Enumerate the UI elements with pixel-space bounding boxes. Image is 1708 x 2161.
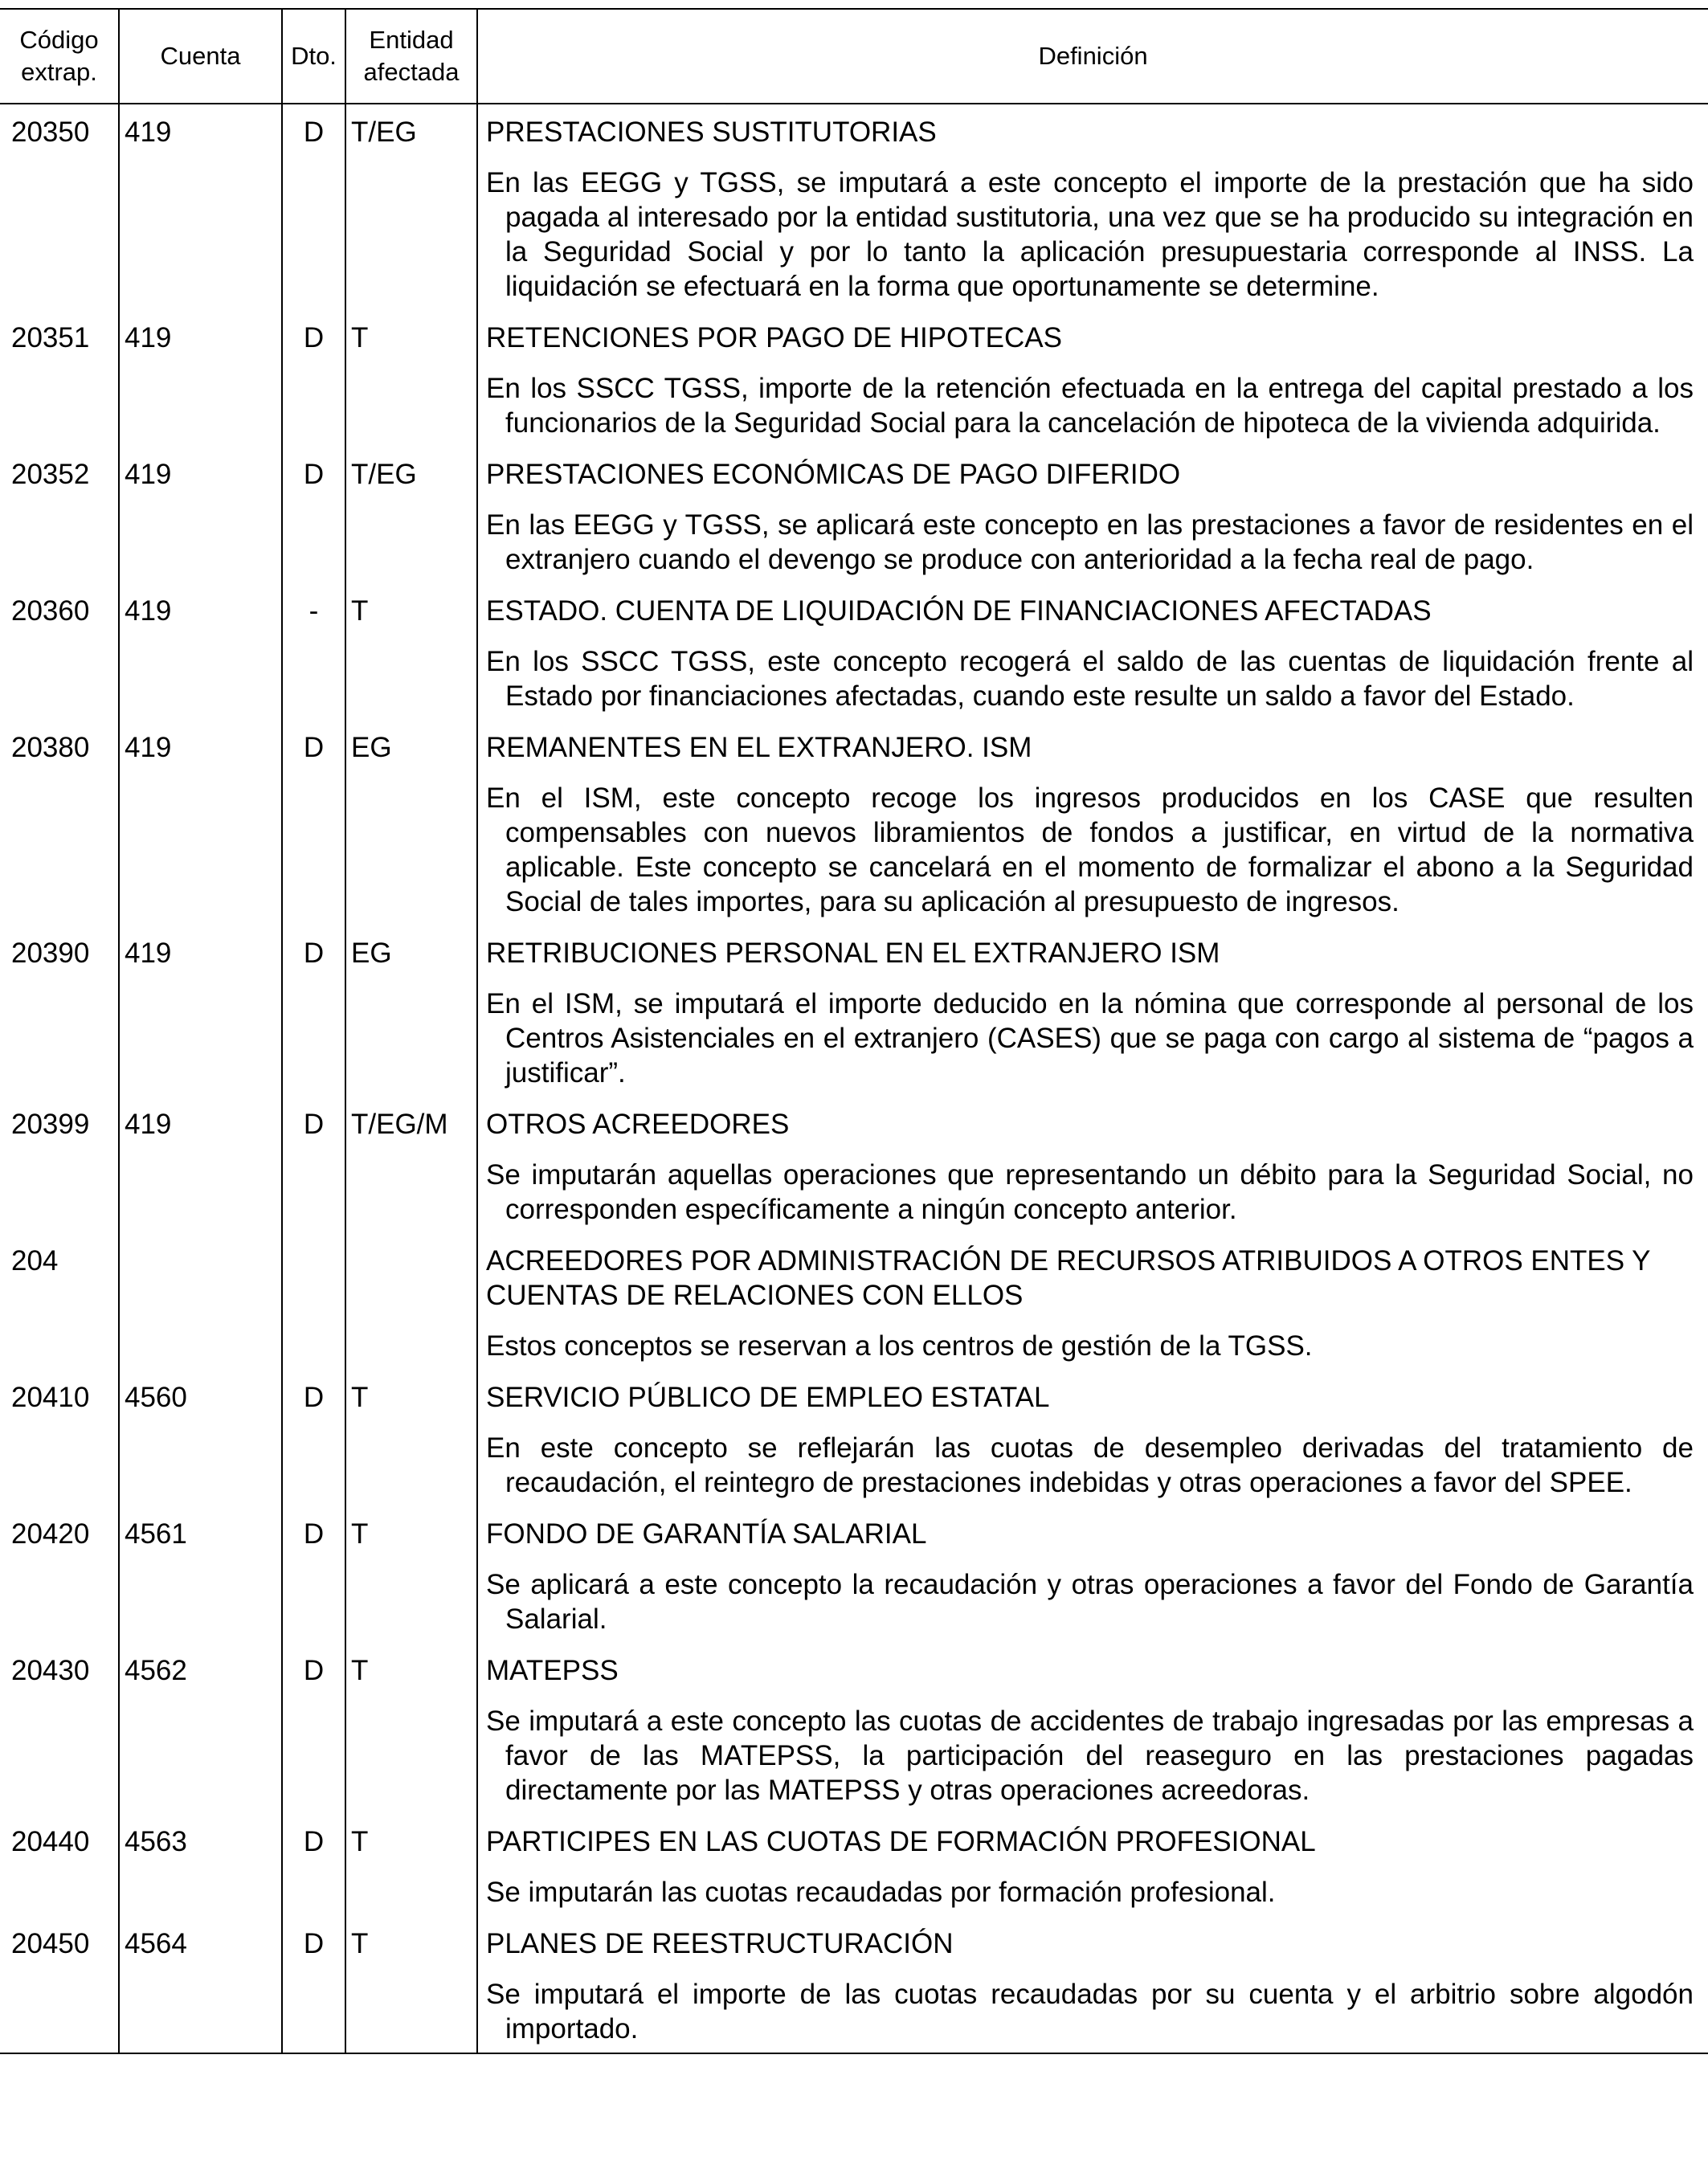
concept-description: En los SSCC TGSS, este concepto recogerá el saldo de las cuentas de liquidación frente al Estado por financiaciones afectadas, cuando este resulte un saldo a favor del Estado. (486, 646, 1694, 712)
cuenta-cell: 4562 (119, 1643, 282, 1814)
accounts-table-page (0, 8, 1708, 2161)
dto-cell: D (282, 1370, 345, 1506)
table-row (0, 1643, 1708, 1814)
definicion-cell (477, 1916, 1708, 2053)
concept-description: En el ISM, se imputará el importe deducido en la nómina que corresponde al personal de los Centros Asistenciales en el extranjero (CASES) que se paga con cargo al sistema de “pagos a justificar”. (486, 988, 1694, 1089)
definicion-cell (477, 104, 1708, 310)
table-header-row (0, 9, 1708, 104)
code-cell: 20420 (11, 1518, 90, 1550)
dto-cell: D (282, 310, 345, 447)
cuenta-cell: 419 (119, 720, 282, 925)
header-dto: Dto. (282, 9, 345, 104)
accounts-table (0, 8, 1708, 2054)
entidad-cell: EG (345, 925, 477, 1097)
concept-title: MATEPSS (486, 1655, 619, 1686)
code-cell: 20399 (11, 1109, 90, 1140)
entidad-cell: T (345, 310, 477, 447)
table-row (0, 1916, 1708, 2053)
definicion-cell (477, 925, 1708, 1097)
cuenta-cell: 419 (119, 447, 282, 583)
table-row (0, 1814, 1708, 1916)
cuenta-cell: 419 (119, 104, 282, 310)
concept-description: Se imputarán aquellas operaciones que representando un débito para la Seguridad Social, no corresponden específicamente a ningún concepto anterior. (486, 1159, 1694, 1225)
code-cell: 20352 (11, 459, 90, 490)
concept-title: OTROS ACREEDORES (486, 1109, 790, 1140)
entidad-cell: EG (345, 720, 477, 925)
concept-title: RETENCIONES POR PAGO DE HIPOTECAS (486, 322, 1062, 353)
concept-title: FONDO DE GARANTÍA SALARIAL (486, 1518, 927, 1550)
entidad-cell: T (345, 1643, 477, 1814)
entidad-cell: T/EG (345, 447, 477, 583)
concept-description: En este concepto se reflejarán las cuotas de desempleo derivadas del tratamiento de recaudación, el reintegro de prestaciones indebidas y otras operaciones a favor del SPEE. (486, 1432, 1694, 1498)
table-row (0, 1506, 1708, 1643)
table-row (0, 583, 1708, 720)
concept-description: En los SSCC TGSS, importe de la retención efectuada en la entrega del capital prestado a los funcionarios de la Seguridad Social para la cancelación de hipoteca de la vivienda adquirida. (486, 373, 1694, 439)
table-row (0, 1097, 1708, 1233)
table-row (0, 1370, 1708, 1506)
table-row (0, 1233, 1708, 1370)
dto-cell: D (282, 1916, 345, 2053)
dto-cell: - (282, 583, 345, 720)
concept-description: Se imputará el importe de las cuotas recaudadas por su cuenta y el arbitrio sobre algodón importado. (486, 1979, 1694, 2045)
header-cuenta: Cuenta (119, 9, 282, 104)
definicion-cell (477, 447, 1708, 583)
concept-description: Se imputarán las cuotas recaudadas por formación profesional. (486, 1877, 1276, 1908)
cuenta-cell: 419 (119, 925, 282, 1097)
entidad-cell (345, 1233, 477, 1370)
concept-title: PLANES DE REESTRUCTURACIÓN (486, 1928, 954, 1959)
table-row (0, 447, 1708, 583)
dto-cell: D (282, 1097, 345, 1233)
code-cell: 20351 (11, 322, 90, 353)
cuenta-cell: 4560 (119, 1370, 282, 1506)
definicion-cell (477, 310, 1708, 447)
code-cell: 20430 (11, 1655, 90, 1686)
cuenta-cell: 4564 (119, 1916, 282, 2053)
table-row (0, 310, 1708, 447)
header-codigo: Código extrap. (0, 9, 119, 104)
entidad-cell: T (345, 1506, 477, 1643)
concept-description: En las EEGG y TGSS, se aplicará este concepto en las prestaciones a favor de residentes en el extranjero cuando el devengo se produce con anterioridad a la fecha real de pago. (486, 509, 1694, 575)
cuenta-cell (119, 1233, 282, 1370)
header-entidad: Entidad afectada (345, 9, 477, 104)
entidad-cell: T (345, 1916, 477, 2053)
dto-cell: D (282, 1643, 345, 1814)
concept-description: En el ISM, este concepto recoge los ingresos producidos en los CASE que resulten compensables con nuevos libramientos de fondos a justificar, en virtud de la normativa aplicable. Este concepto se cancelará en el momento de formalizar el abono a la Seguridad Social de tales importes, para su aplicación al presupuesto de ingresos. (486, 782, 1694, 917)
dto-cell: D (282, 1506, 345, 1643)
definicion-cell (477, 583, 1708, 720)
dto-cell: D (282, 447, 345, 583)
code-cell: 204 (11, 1245, 59, 1277)
definicion-cell (477, 720, 1708, 925)
concept-title: PARTICIPES EN LAS CUOTAS DE FORMACIÓN PROFESIONAL (486, 1826, 1316, 1857)
concept-title: SERVICIO PÚBLICO DE EMPLEO ESTATAL (486, 1382, 1050, 1413)
concept-description: Estos conceptos se reservan a los centros de gestión de la TGSS. (486, 1330, 1313, 1362)
entidad-cell: T (345, 1814, 477, 1916)
code-cell: 20440 (11, 1826, 90, 1857)
code-cell: 20380 (11, 732, 90, 763)
definicion-cell (477, 1097, 1708, 1233)
code-cell: 20410 (11, 1382, 90, 1413)
cuenta-cell: 4563 (119, 1814, 282, 1916)
dto-cell: D (282, 104, 345, 310)
concept-title: ESTADO. CUENTA DE LIQUIDACIÓN DE FINANCIACIONES AFECTADAS (486, 595, 1432, 627)
code-cell: 20390 (11, 938, 90, 969)
code-cell: 20360 (11, 595, 90, 627)
entidad-cell: T (345, 1370, 477, 1506)
definicion-cell (477, 1506, 1708, 1643)
definicion-cell (477, 1233, 1708, 1370)
dto-cell (282, 1233, 345, 1370)
dto-cell: D (282, 925, 345, 1097)
concept-title: PRESTACIONES ECONÓMICAS DE PAGO DIFERIDO (486, 459, 1181, 490)
table-row (0, 104, 1708, 310)
definicion-cell (477, 1814, 1708, 1916)
dto-cell: D (282, 1814, 345, 1916)
concept-title: ACREEDORES POR ADMINISTRACIÓN DE RECURSOS ATRIBUIDOS A OTROS ENTES Y CUENTAS DE RELACIONES CON ELLOS (486, 1245, 1650, 1311)
table-row (0, 720, 1708, 925)
dto-cell: D (282, 720, 345, 925)
cuenta-cell: 4561 (119, 1506, 282, 1643)
concept-title: RETRIBUCIONES PERSONAL EN EL EXTRANJERO ISM (486, 938, 1220, 969)
header-definicion: Definición (477, 9, 1708, 104)
concept-title: REMANENTES EN EL EXTRANJERO. ISM (486, 732, 1032, 763)
entidad-cell: T/EG/M (345, 1097, 477, 1233)
code-cell: 20450 (0, 1916, 119, 2053)
table-row (0, 925, 1708, 1097)
entidad-cell: T/EG (345, 104, 477, 310)
concept-description: Se aplicará a este concepto la recaudación y otras operaciones a favor del Fondo de Garantía Salarial. (486, 1569, 1694, 1635)
cuenta-cell: 419 (119, 1097, 282, 1233)
entidad-cell: T (345, 583, 477, 720)
concept-title: PRESTACIONES SUSTITUTORIAS (486, 116, 937, 148)
cuenta-cell: 419 (119, 310, 282, 447)
definicion-cell (477, 1370, 1708, 1506)
cuenta-cell: 419 (119, 583, 282, 720)
code-cell: 20350 (11, 116, 90, 148)
concept-description: En las EEGG y TGSS, se imputará a este concepto el importe de la prestación que ha sido pagada al interesado por la entidad sustitutoria, una vez que se ha producido su integración en la Seguridad Social y por lo tanto la aplicación presupuestaria corresponde al INSS. La liquidación se efectuará en la forma que oportunamente se determine. (486, 167, 1694, 302)
definicion-cell (477, 1643, 1708, 1814)
concept-description: Se imputará a este concepto las cuotas de accidentes de trabajo ingresadas por las empresas a favor de las MATEPSS, la participación del reaseguro en las prestaciones pagadas directamente por las MATEPSS y otras operaciones acreedoras. (486, 1706, 1694, 1806)
